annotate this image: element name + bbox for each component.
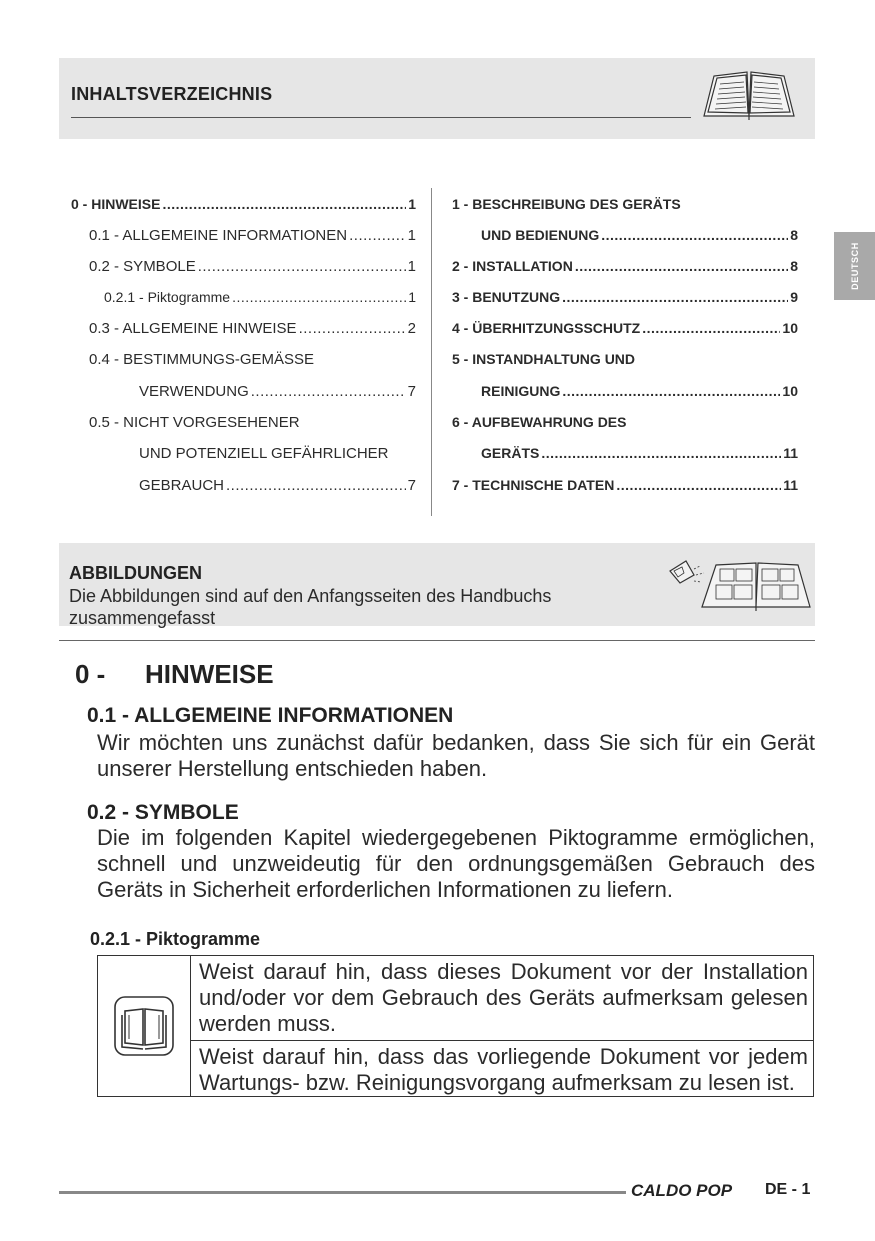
language-tab-label: DEUTSCH xyxy=(849,242,860,290)
toc-entry[interactable]: UND POTENZIELL GEFÄHRLICHER xyxy=(139,445,389,462)
toc-entry[interactable]: 6 - AUFBEWAHRUNG DES xyxy=(452,414,627,430)
section-number: 0 - xyxy=(75,659,106,689)
toc-entry[interactable]: 4 - ÜBERHITZUNGSSCHUTZ ..... 10 xyxy=(452,320,798,336)
toc-entry[interactable]: 0 - HINWEISE ..... 1 xyxy=(71,196,416,212)
open-book-icon xyxy=(700,66,798,120)
subsection-title-0-2-1: 0.2.1 - Piktogramme xyxy=(90,929,261,949)
toc-title-rule xyxy=(71,117,691,118)
toc-entry[interactable]: 7 - TECHNISCHE DATEN ..... 11 xyxy=(452,477,798,493)
figures-title: ABBILDUNGEN xyxy=(69,563,202,583)
pictogram-row-divider xyxy=(191,1040,814,1041)
toc-entry[interactable]: VERWENDUNG ..... 7 xyxy=(139,383,416,400)
toc-column-divider xyxy=(431,188,432,516)
subsection-text-0-1: Wir möchten uns zunächst dafür bedanken, dass Sie sich für ein Gerät unserer Herstellung entschieden haben. xyxy=(97,730,815,781)
toc-entry[interactable]: 0.3 - ALLGEMEINE HINWEISE ..... 2 xyxy=(89,320,416,337)
toc-entry[interactable]: 0.2 - SYMBOLE ..... 1 xyxy=(89,258,416,275)
figures-text: Die Abbildungen sind auf den Anfangsseiten des Handbuchs zusammengefasst xyxy=(69,586,552,628)
toc-entry[interactable]: 0.2.1 - Piktogramme ..... 1 xyxy=(104,289,416,305)
footer-rule xyxy=(59,1191,626,1194)
pictogram-description-1: Weist darauf hin, dass dieses Dokument vor der Installation und/oder vor dem Gebrauch des Geräts aufmerksam gelesen werden muss. xyxy=(199,959,808,1036)
toc-entry[interactable]: GEBRAUCH ..... 7 xyxy=(139,477,416,494)
toc-entry[interactable]: 0.5 - NICHT VORGESEHENER xyxy=(89,414,300,431)
toc-entry[interactable]: GERÄTS ..... 11 xyxy=(481,445,798,461)
toc-entry[interactable]: UND BEDIENUNG ..... 8 xyxy=(481,227,798,243)
illustrated-book-icon xyxy=(664,555,812,611)
figures-rule xyxy=(59,640,815,641)
read-manual-icon xyxy=(113,995,175,1057)
toc-entry[interactable]: 0.4 - BESTIMMUNGS-GEMÄSSE xyxy=(89,351,315,368)
footer-page-number: DE - 1 xyxy=(765,1181,811,1198)
section-title: HINWEISE xyxy=(145,659,274,689)
language-tab xyxy=(834,232,875,300)
toc-entry[interactable]: 3 - BENUTZUNG ..... 9 xyxy=(452,289,798,305)
toc-entry[interactable]: 0.1 - ALLGEMEINE INFORMATIONEN ..... 1 xyxy=(89,227,416,244)
toc-entry[interactable]: 5 - INSTANDHALTUNG UND xyxy=(452,351,636,367)
toc-title: INHALTSVERZEICHNIS xyxy=(71,84,273,104)
subsection-text-0-2: Die im folgenden Kapitel wiedergegebenen Piktogramme ermöglichen, schnell und unzweideutig für den ordnungsgemäßen Gebrauch des Geräts in Sicherheit erforderlichen Informationen zu liefern. xyxy=(97,825,815,902)
footer-brand: CALDO POP xyxy=(631,1181,733,1200)
subsection-title-0-2: 0.2 - SYMBOLE xyxy=(87,801,239,824)
toc-entry[interactable]: 2 - INSTALLATION ..... 8 xyxy=(452,258,798,274)
toc-entry[interactable]: 1 - BESCHREIBUNG DES GERÄTS xyxy=(452,196,681,212)
toc-entry[interactable]: REINIGUNG ..... 10 xyxy=(481,383,798,399)
pictogram-description-2: Weist darauf hin, dass das vorliegende Dokument vor jedem Wartungs- bzw. Reinigungsvorgang aufmerksam zu lesen ist. xyxy=(199,1044,808,1095)
subsection-title-0-1: 0.1 - ALLGEMEINE INFORMATIONEN xyxy=(87,704,454,727)
